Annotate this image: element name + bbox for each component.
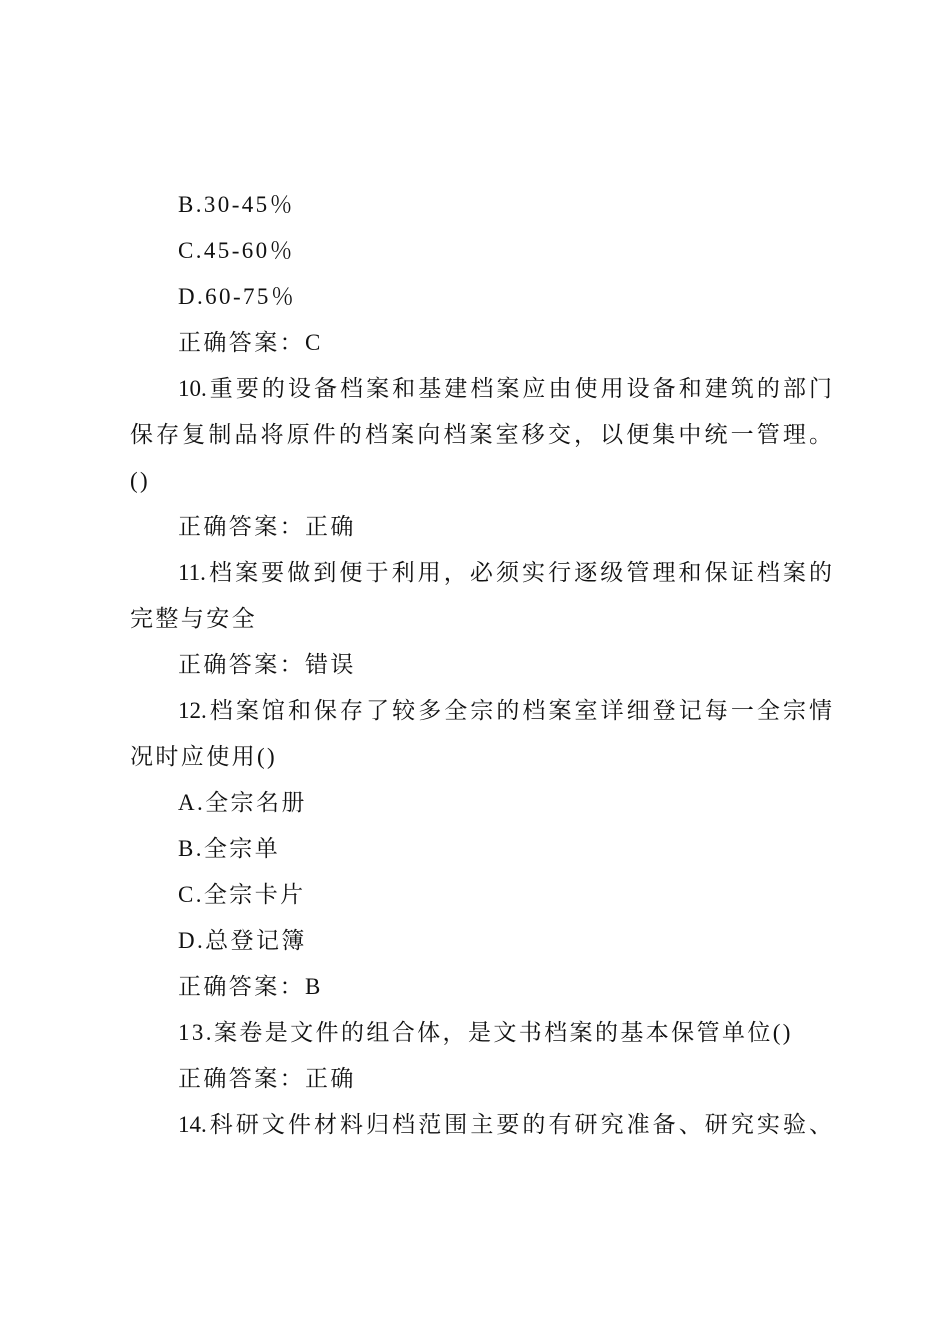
document-body (130, 182, 832, 1148)
question-13-line-1: 13.案卷是文件的组合体，是文书档案的基本保管单位() (178, 1020, 793, 1045)
option-c-line: C.全宗卡片 (178, 882, 306, 907)
option-d-line: D.总登记簿 (178, 928, 307, 953)
answer-line: 正确答案：C (178, 330, 323, 355)
answer-line: 正确答案：正确 (178, 514, 356, 539)
question-14-line-1: 14.科研文件材料归档范围主要的有研究准备、研究实验、 (178, 1112, 832, 1137)
answer-line: 正确答案：正确 (178, 1066, 356, 1091)
answer-line: 正确答案：错误 (178, 652, 356, 677)
question-10-line-1: 10.重要的设备档案和基建档案应由使用设备和建筑的部门 (178, 376, 832, 401)
question-12-line-2: 况时应使用() (130, 744, 278, 769)
question-10-line-3: () (130, 468, 151, 493)
question-10-line-2: 保存复制品将原件的档案向档案室移交，以便集中统一管理。 (130, 422, 832, 447)
option-b-line: B.30-45％ (178, 192, 295, 217)
option-c-line: C.45-60％ (178, 238, 295, 263)
option-b-line: B.全宗单 (178, 836, 281, 861)
option-a-line: A.全宗名册 (178, 790, 307, 815)
question-11-line-1: 11.档案要做到便于利用，必须实行逐级管理和保证档案的 (178, 560, 832, 585)
question-11-line-2: 完整与安全 (130, 606, 257, 631)
option-d-line: D.60-75％ (178, 284, 297, 309)
answer-line: 正确答案：B (178, 974, 323, 999)
question-12-line-1: 12.档案馆和保存了较多全宗的档案室详细登记每一全宗情 (178, 698, 832, 723)
